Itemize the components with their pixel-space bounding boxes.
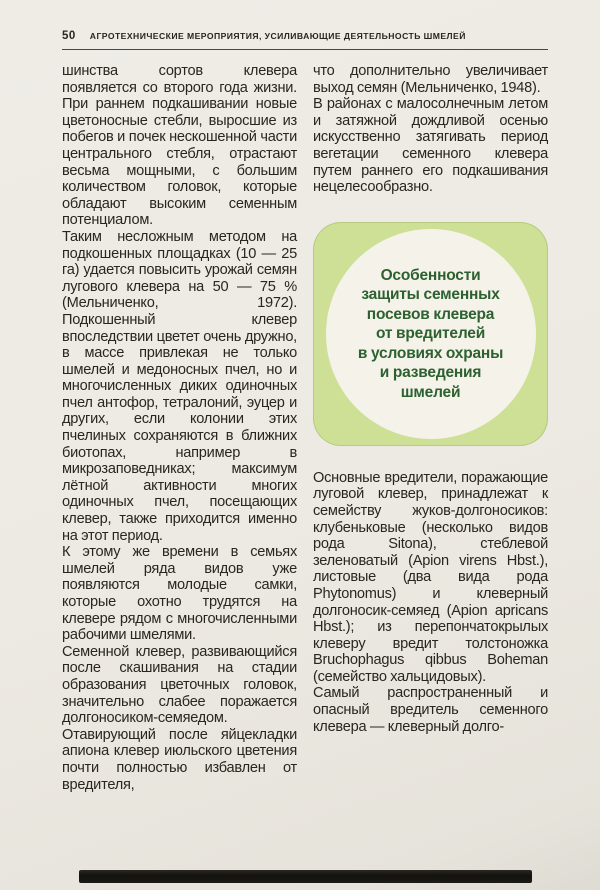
section-title-line: и разведения bbox=[379, 364, 482, 381]
left-column bbox=[62, 63, 297, 793]
paragraph: Семенной клевер, развивающийся после скашивания на стадии образования цветочных головок, значительно слабее поражается долгоносиком-семяедом. Отавирующий после яйцекладки апиона клевер июльского цветения почти полностью избавлен от вредителя, bbox=[62, 643, 297, 793]
section-title-line: от вредителей bbox=[375, 325, 486, 342]
paragraph: Основные вредители, поражающие луговой клевер, принадлежат к семейству жуков-долгоносиков: клубеньковые (несколько видов рода Sitona), стеблевой зеленоватый (Apion virens Hbst.), листовые (два вида рода Phytonomus) и клеверный долгоносик-семяед (Apion apricans Hbst.); из перепончатокрылых клеверу вредит толстоножка Bruchophagus qibbus Boheman (семейство хальцидовых). bbox=[313, 469, 548, 685]
right-column bbox=[313, 63, 548, 793]
paragraph: шинства сортов клевера появляется со второго года жизни. При раннем подкашивании новые цветоносные стебли, выросшие из побегов и почек нескошенной части центрального стебля, отрастают весьма мощными, с большим количеством головок, которые обладают высоким семенным потенциалом. bbox=[62, 63, 297, 229]
running-head bbox=[62, 30, 548, 50]
page-edge-bar bbox=[79, 870, 532, 883]
running-title: АГРОТЕХНИЧЕСКИЕ МЕРОПРИЯТИЯ, УСИЛИВАЮЩИЕ ДЕЯТЕЛЬНОСТЬ ШМЕЛЕЙ bbox=[89, 31, 466, 41]
page-number: 50 bbox=[62, 30, 76, 42]
right-column-top-text bbox=[313, 63, 548, 196]
paragraph: К этому же времени в семьях шмелей ряда видов уже появляются молодые самки, которые охотно трудятся на клевере рядом с многочисленными рабочими шмелями. bbox=[62, 544, 297, 644]
paragraph: что дополнительно увеличивает выход семян (Мельниченко, 1948). bbox=[313, 63, 548, 96]
paragraph: Самый распространенный и опасный вредитель семенного клевера — клеверный долго- bbox=[313, 685, 548, 735]
section-title-line: посевов клевера bbox=[366, 305, 495, 323]
paragraph: В районах с малосолнечным летом и затяжной дождливой осенью искусственно затягивать период вегетации семенного клевера путем раннего его подкашивания нецелесообразно. bbox=[313, 96, 548, 196]
right-column-bottom-text bbox=[313, 470, 548, 736]
section-title-box bbox=[313, 222, 548, 446]
text-columns bbox=[62, 63, 548, 793]
section-title-circle bbox=[326, 229, 536, 439]
section-title-line: шмелей bbox=[400, 383, 461, 401]
paragraph: Таким несложным методом на подкошенных площадках (10 — 25 га) удается повысить урожай семян лугового клевера на 50 — 75 % (Мельниченко, 1972). Подкошенный клевер впоследствии цветет очень дружно, в массе привлекая не только шмелей и медоносных пчел, но и многочисленных диких одиночных пчел антофор, тетралоний, эуцер и других, если колонии этих пчелиных сохраняются в ближних биотопах, например в микрозаповедниках; максимум лётной активности многих одиночных пчел, посещающих клевер, также приходится именно на этот период. bbox=[62, 228, 297, 544]
section-title-line: защиты семенных bbox=[361, 286, 500, 303]
section-title-line: в условиях охраны bbox=[357, 344, 504, 362]
section-title-line: Особенности bbox=[380, 266, 481, 284]
